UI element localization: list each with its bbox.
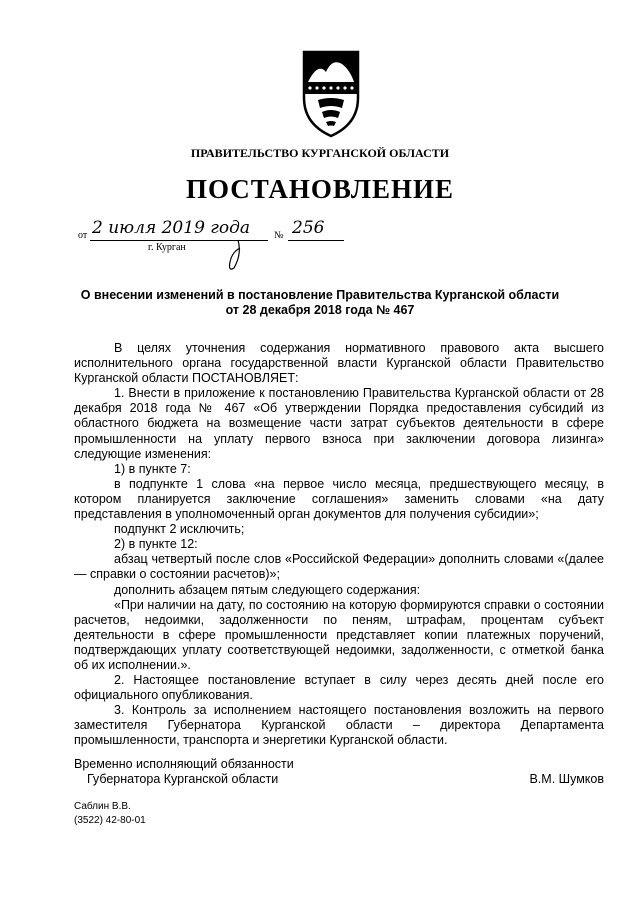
paragraph: 3. Контроль за исполнением настоящего постановления возложить на первого заместителя Губернатора Курганской области – директора Департамента промышленности, транспорта и энергетики Курганской области. bbox=[74, 703, 604, 748]
paragraph: абзац четвертый после слов «Российской Федерации» дополнить словами «(далее — справки о состоянии расчетов)»; bbox=[74, 552, 604, 582]
handwritten-flourish-icon bbox=[224, 238, 244, 272]
paragraph: 2) в пункте 12: bbox=[114, 537, 198, 552]
handwritten-date: 2 июля 2019 года bbox=[92, 218, 251, 238]
executor-name: Саблин В.В. bbox=[74, 801, 131, 812]
executor-phone: (3522) 42-80-01 bbox=[74, 815, 146, 826]
paragraph: В целях уточнения содержания нормативного правового акта высшего исполнительного органа государственной власти Курганской области Правительство Курганской области ПОСТАНОВЛЯЕТ: bbox=[74, 341, 604, 386]
document-heading bbox=[60, 288, 580, 318]
paragraph: 1. Внести в приложение к постановлению Правительства Курганской области от 28 декабря 2018 года № 467 «Об утверждении Порядка предоставления субсидий из областного бюджета на возмещение части затрат субъектов деятельности в сфере промышленности на уплату первого взноса при заключении договора лизинга» следующие изменения: bbox=[74, 386, 604, 461]
signatory-position-line-2: Губернатора Курганской области bbox=[87, 772, 279, 786]
signature-block bbox=[74, 757, 604, 787]
executor-info bbox=[74, 800, 146, 828]
signatory-name: В.М. Шумков bbox=[529, 772, 604, 786]
number-label: № bbox=[274, 230, 284, 241]
government-name: ПРАВИТЕЛЬСТВО КУРГАНСКОЙ ОБЛАСТИ bbox=[190, 146, 450, 160]
paragraph: в подпункте 1 слова «на первое число месяца, предшествующего месяцу, в котором планируется заключение соглашения» заменить словами «на дату представления в уполномоченный орган документов для получения субсидии»; bbox=[74, 476, 604, 522]
signatory-position-line-1: Временно исполняющий обязанности bbox=[74, 757, 294, 771]
number-underline bbox=[288, 240, 344, 241]
heading-line-1: О внесении изменений в постановление Правительства Курганской области bbox=[80, 288, 560, 302]
document-body bbox=[74, 341, 604, 749]
paragraph: «При наличии на дату, по состоянию на которую формируются справки о состоянии расчетов, недоимки, задолженности по пеням, штрафам, процентам субъект деятельности в сфере промышленности представляет копии платежных поручений, подтверждающих уплату соответствующей недоимки, задолженности, с отметкой банка об их исполнении.». bbox=[74, 597, 604, 672]
city-label: г. Курган bbox=[148, 242, 186, 253]
heading-line-2: от 28 декабря 2018 года № 467 bbox=[225, 303, 415, 317]
kurgan-region-coat-of-arms-icon bbox=[296, 50, 366, 138]
handwritten-number: 256 bbox=[292, 218, 325, 238]
paragraph: дополнить абзацем пятым следующего содержания: bbox=[114, 582, 421, 597]
paragraph: 2. Настоящее постановление вступает в силу через десять дней после его официального опубликования. bbox=[74, 673, 604, 703]
paragraph: подпункт 2 исключить; bbox=[114, 522, 245, 537]
paragraph: 1) в пункте 7: bbox=[114, 461, 191, 476]
document-type-title: ПОСТАНОВЛЕНИЕ bbox=[185, 174, 455, 204]
date-prefix: от bbox=[78, 230, 88, 241]
date-line bbox=[78, 218, 358, 278]
